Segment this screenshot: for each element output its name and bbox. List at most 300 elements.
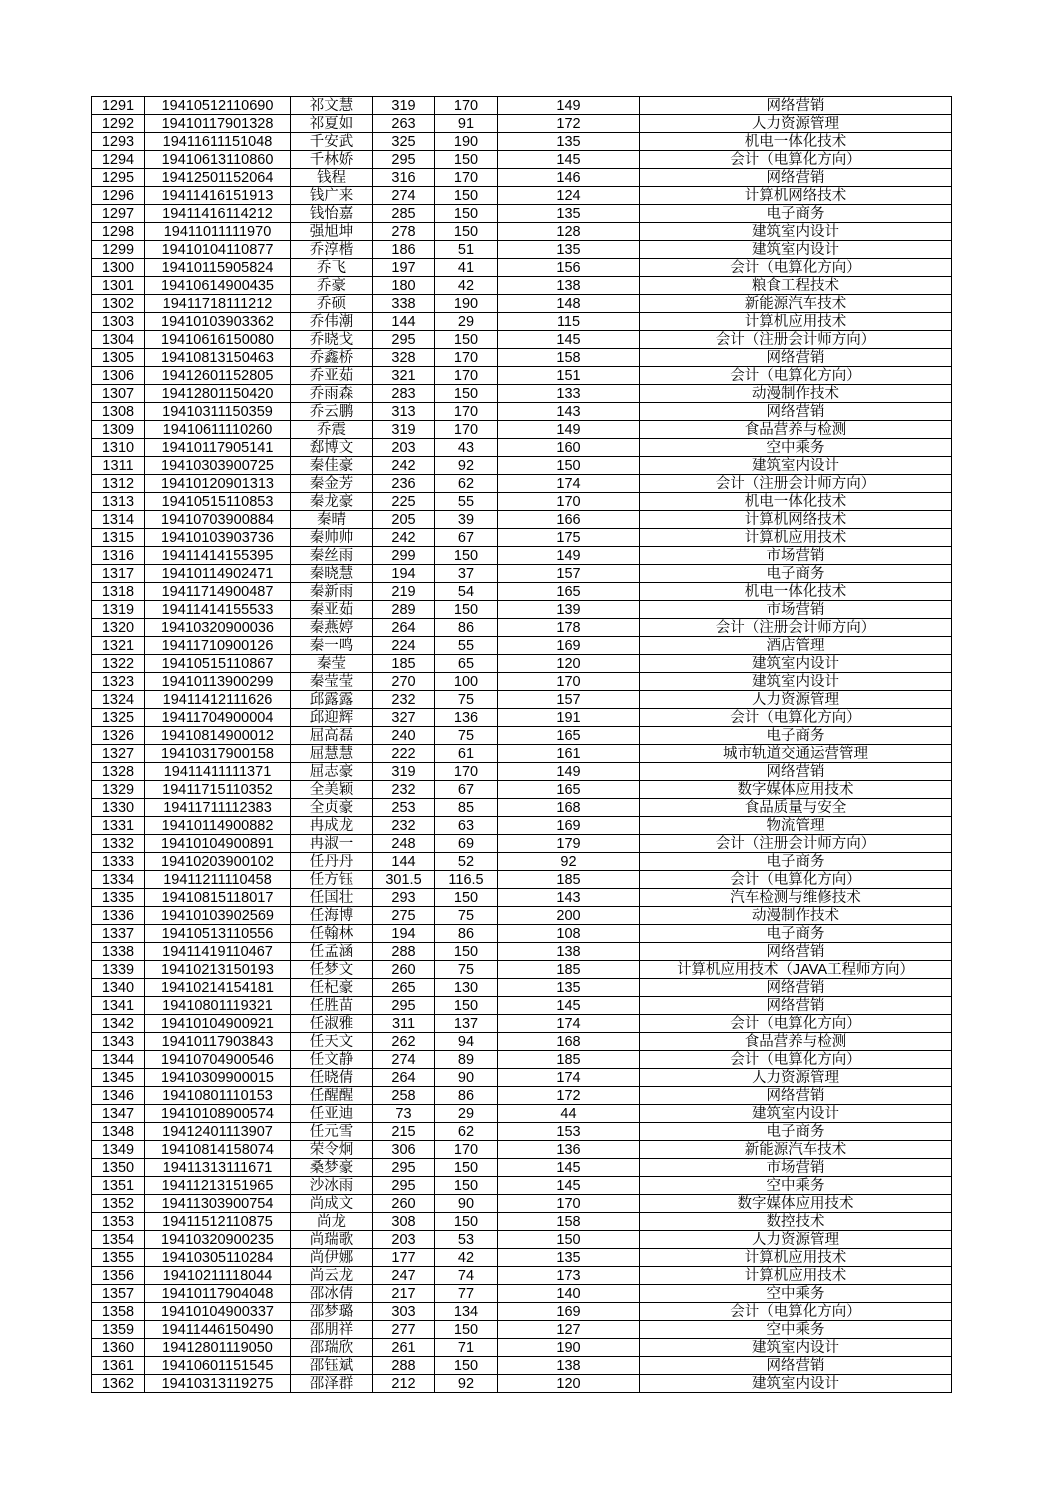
score-b-cell: 128 <box>498 223 640 241</box>
student-name-cell: 乔豪 <box>291 277 373 295</box>
exam-id-cell: 19411412111626 <box>145 691 291 709</box>
score-a-cell: 37 <box>435 565 498 583</box>
row-number-cell: 1338 <box>92 943 145 961</box>
score-b-cell: 145 <box>498 331 640 349</box>
row-number-cell: 1359 <box>92 1321 145 1339</box>
row-number-cell: 1355 <box>92 1249 145 1267</box>
total-score-cell: 308 <box>373 1213 435 1231</box>
student-name-cell: 任方钰 <box>291 871 373 889</box>
student-name-cell: 任天文 <box>291 1033 373 1051</box>
exam-id-cell: 19411011111970 <box>145 223 291 241</box>
score-b-cell: 169 <box>498 1303 640 1321</box>
table-row <box>92 241 952 259</box>
score-a-cell: 150 <box>435 601 498 619</box>
table-row <box>92 187 952 205</box>
total-score-cell: 240 <box>373 727 435 745</box>
row-number-cell: 1346 <box>92 1087 145 1105</box>
row-number-cell: 1339 <box>92 961 145 979</box>
student-name-cell: 秦燕婷 <box>291 619 373 637</box>
table-row <box>92 835 952 853</box>
total-score-cell: 212 <box>373 1375 435 1393</box>
score-a-cell: 86 <box>435 619 498 637</box>
score-b-cell: 174 <box>498 475 640 493</box>
row-number-cell: 1362 <box>92 1375 145 1393</box>
table-row <box>92 655 952 673</box>
table-row <box>92 763 952 781</box>
student-name-cell: 秦丝雨 <box>291 547 373 565</box>
total-score-cell: 222 <box>373 745 435 763</box>
table-row <box>92 133 952 151</box>
row-number-cell: 1305 <box>92 349 145 367</box>
total-score-cell: 248 <box>373 835 435 853</box>
score-a-cell: 41 <box>435 259 498 277</box>
total-score-cell: 215 <box>373 1123 435 1141</box>
score-a-cell: 94 <box>435 1033 498 1051</box>
score-a-cell: 170 <box>435 763 498 781</box>
row-number-cell: 1309 <box>92 421 145 439</box>
total-score-cell: 177 <box>373 1249 435 1267</box>
student-name-cell: 任淑雅 <box>291 1015 373 1033</box>
table-row <box>92 403 952 421</box>
exam-id-cell: 19410114902471 <box>145 565 291 583</box>
major-cell: 会计（电算化方向） <box>640 709 952 727</box>
score-b-cell: 133 <box>498 385 640 403</box>
score-a-cell: 42 <box>435 1249 498 1267</box>
score-b-cell: 185 <box>498 871 640 889</box>
exam-id-cell: 19410320900235 <box>145 1231 291 1249</box>
major-cell: 电子商务 <box>640 925 952 943</box>
major-cell: 会计（电算化方向） <box>640 1015 952 1033</box>
student-name-cell: 秦龙豪 <box>291 493 373 511</box>
major-cell: 新能源汽车技术 <box>640 1141 952 1159</box>
major-cell: 网络营销 <box>640 1087 952 1105</box>
exam-id-cell: 19412601152805 <box>145 367 291 385</box>
student-name-cell: 尚龙 <box>291 1213 373 1231</box>
table-row <box>92 691 952 709</box>
student-name-cell: 邵钰斌 <box>291 1357 373 1375</box>
row-number-cell: 1321 <box>92 637 145 655</box>
major-cell: 人力资源管理 <box>640 1069 952 1087</box>
table-row <box>92 1267 952 1285</box>
row-number-cell: 1298 <box>92 223 145 241</box>
score-a-cell: 62 <box>435 1123 498 1141</box>
student-name-cell: 任丹丹 <box>291 853 373 871</box>
exam-id-cell: 19410104110877 <box>145 241 291 259</box>
total-score-cell: 258 <box>373 1087 435 1105</box>
table-row <box>92 745 952 763</box>
total-score-cell: 232 <box>373 817 435 835</box>
student-name-cell: 秦一鸣 <box>291 637 373 655</box>
table-row <box>92 1015 952 1033</box>
score-b-cell: 124 <box>498 187 640 205</box>
major-cell: 会计（电算化方向） <box>640 871 952 889</box>
student-name-cell: 千林娇 <box>291 151 373 169</box>
exam-id-cell: 19410801110153 <box>145 1087 291 1105</box>
table-row <box>92 817 952 835</box>
score-b-cell: 150 <box>498 1231 640 1249</box>
row-number-cell: 1301 <box>92 277 145 295</box>
score-table <box>91 96 952 1393</box>
score-a-cell: 61 <box>435 745 498 763</box>
score-a-cell: 29 <box>435 1105 498 1123</box>
student-name-cell: 任胜苗 <box>291 997 373 1015</box>
score-b-cell: 158 <box>498 349 640 367</box>
exam-id-cell: 19410317900158 <box>145 745 291 763</box>
score-b-cell: 174 <box>498 1069 640 1087</box>
table-row <box>92 1195 952 1213</box>
score-a-cell: 67 <box>435 529 498 547</box>
total-score-cell: 285 <box>373 205 435 223</box>
row-number-cell: 1347 <box>92 1105 145 1123</box>
score-b-cell: 153 <box>498 1123 640 1141</box>
score-a-cell: 170 <box>435 169 498 187</box>
major-cell: 会计（电算化方向） <box>640 1303 952 1321</box>
row-number-cell: 1300 <box>92 259 145 277</box>
total-score-cell: 197 <box>373 259 435 277</box>
score-a-cell: 170 <box>435 367 498 385</box>
major-cell: 网络营销 <box>640 403 952 421</box>
total-score-cell: 293 <box>373 889 435 907</box>
total-score-cell: 203 <box>373 439 435 457</box>
score-a-cell: 74 <box>435 1267 498 1285</box>
total-score-cell: 144 <box>373 313 435 331</box>
student-name-cell: 乔晓戈 <box>291 331 373 349</box>
table-row <box>92 709 952 727</box>
exam-id-cell: 19410309900015 <box>145 1069 291 1087</box>
score-b-cell: 185 <box>498 1051 640 1069</box>
score-a-cell: 130 <box>435 979 498 997</box>
row-number-cell: 1293 <box>92 133 145 151</box>
row-number-cell: 1345 <box>92 1069 145 1087</box>
score-a-cell: 150 <box>435 385 498 403</box>
exam-id-cell: 19410704900546 <box>145 1051 291 1069</box>
total-score-cell: 295 <box>373 151 435 169</box>
major-cell: 数字媒体应用技术 <box>640 781 952 799</box>
row-number-cell: 1342 <box>92 1015 145 1033</box>
exam-id-cell: 19410103902569 <box>145 907 291 925</box>
total-score-cell: 219 <box>373 583 435 601</box>
major-cell: 新能源汽车技术 <box>640 295 952 313</box>
table-row <box>92 583 952 601</box>
row-number-cell: 1299 <box>92 241 145 259</box>
score-a-cell: 90 <box>435 1069 498 1087</box>
score-a-cell: 150 <box>435 187 498 205</box>
student-name-cell: 乔伟潮 <box>291 313 373 331</box>
exam-id-cell: 19411718111212 <box>145 295 291 313</box>
exam-id-cell: 19410103903736 <box>145 529 291 547</box>
score-a-cell: 89 <box>435 1051 498 1069</box>
row-number-cell: 1350 <box>92 1159 145 1177</box>
major-cell: 物流管理 <box>640 817 952 835</box>
score-b-cell: 149 <box>498 421 640 439</box>
exam-id-cell: 19410104900891 <box>145 835 291 853</box>
exam-id-cell: 19411512110875 <box>145 1213 291 1231</box>
score-b-cell: 157 <box>498 691 640 709</box>
score-b-cell: 165 <box>498 583 640 601</box>
major-cell: 会计（注册会计师方向） <box>640 835 952 853</box>
row-number-cell: 1292 <box>92 115 145 133</box>
major-cell: 酒店管理 <box>640 637 952 655</box>
exam-id-cell: 19411711112383 <box>145 799 291 817</box>
score-a-cell: 100 <box>435 673 498 691</box>
student-name-cell: 全贞豪 <box>291 799 373 817</box>
exam-id-cell: 19410115905824 <box>145 259 291 277</box>
score-b-cell: 149 <box>498 763 640 781</box>
row-number-cell: 1322 <box>92 655 145 673</box>
score-b-cell: 150 <box>498 457 640 475</box>
row-number-cell: 1352 <box>92 1195 145 1213</box>
score-a-cell: 75 <box>435 691 498 709</box>
row-number-cell: 1340 <box>92 979 145 997</box>
exam-id-cell: 19410614900435 <box>145 277 291 295</box>
score-b-cell: 135 <box>498 979 640 997</box>
student-name-cell: 祁文慧 <box>291 97 373 115</box>
table-row <box>92 151 952 169</box>
table-body <box>92 97 952 1393</box>
student-name-cell: 任亚迪 <box>291 1105 373 1123</box>
student-name-cell: 邱迎辉 <box>291 709 373 727</box>
score-a-cell: 75 <box>435 907 498 925</box>
score-a-cell: 53 <box>435 1231 498 1249</box>
score-b-cell: 138 <box>498 277 640 295</box>
student-name-cell: 邵泽群 <box>291 1375 373 1393</box>
score-a-cell: 86 <box>435 1087 498 1105</box>
exam-id-cell: 19410515110853 <box>145 493 291 511</box>
table-row <box>92 439 952 457</box>
total-score-cell: 278 <box>373 223 435 241</box>
row-number-cell: 1327 <box>92 745 145 763</box>
row-number-cell: 1328 <box>92 763 145 781</box>
score-b-cell: 145 <box>498 997 640 1015</box>
exam-id-cell: 19410120901313 <box>145 475 291 493</box>
row-number-cell: 1329 <box>92 781 145 799</box>
total-score-cell: 311 <box>373 1015 435 1033</box>
major-cell: 计算机应用技术 <box>640 313 952 331</box>
score-b-cell: 135 <box>498 1249 640 1267</box>
table-row <box>92 1069 952 1087</box>
score-a-cell: 55 <box>435 493 498 511</box>
row-number-cell: 1330 <box>92 799 145 817</box>
major-cell: 网络营销 <box>640 943 952 961</box>
score-a-cell: 55 <box>435 637 498 655</box>
row-number-cell: 1319 <box>92 601 145 619</box>
table-row <box>92 367 952 385</box>
score-a-cell: 134 <box>435 1303 498 1321</box>
table-row <box>92 1033 952 1051</box>
exam-id-cell: 19412801119050 <box>145 1339 291 1357</box>
table-row <box>92 1285 952 1303</box>
exam-id-cell: 19410104900921 <box>145 1015 291 1033</box>
exam-id-cell: 19410213150193 <box>145 961 291 979</box>
exam-id-cell: 19411416114212 <box>145 205 291 223</box>
score-a-cell: 92 <box>435 1375 498 1393</box>
table-row <box>92 853 952 871</box>
table-row <box>92 619 952 637</box>
major-cell: 空中乘务 <box>640 439 952 457</box>
row-number-cell: 1356 <box>92 1267 145 1285</box>
student-name-cell: 祁夏如 <box>291 115 373 133</box>
table-row <box>92 97 952 115</box>
exam-id-cell: 19410211118044 <box>145 1267 291 1285</box>
exam-id-cell: 19410103903362 <box>145 313 291 331</box>
score-a-cell: 137 <box>435 1015 498 1033</box>
major-cell: 建筑室内设计 <box>640 1339 952 1357</box>
table-row <box>92 205 952 223</box>
row-number-cell: 1341 <box>92 997 145 1015</box>
student-name-cell: 尚伊娜 <box>291 1249 373 1267</box>
exam-id-cell: 19410311150359 <box>145 403 291 421</box>
score-b-cell: 139 <box>498 601 640 619</box>
total-score-cell: 194 <box>373 925 435 943</box>
score-b-cell: 160 <box>498 439 640 457</box>
total-score-cell: 303 <box>373 1303 435 1321</box>
score-b-cell: 157 <box>498 565 640 583</box>
exam-id-cell: 19411213151965 <box>145 1177 291 1195</box>
table-row <box>92 349 952 367</box>
row-number-cell: 1308 <box>92 403 145 421</box>
student-name-cell: 乔震 <box>291 421 373 439</box>
table-row <box>92 799 952 817</box>
major-cell: 会计（注册会计师方向） <box>640 619 952 637</box>
score-b-cell: 166 <box>498 511 640 529</box>
total-score-cell: 319 <box>373 421 435 439</box>
score-a-cell: 63 <box>435 817 498 835</box>
row-number-cell: 1317 <box>92 565 145 583</box>
total-score-cell: 295 <box>373 1159 435 1177</box>
major-cell: 会计（注册会计师方向） <box>640 475 952 493</box>
table-row <box>92 493 952 511</box>
score-a-cell: 150 <box>435 205 498 223</box>
row-number-cell: 1312 <box>92 475 145 493</box>
student-name-cell: 尚成文 <box>291 1195 373 1213</box>
exam-id-cell: 19410303900725 <box>145 457 291 475</box>
student-name-cell: 乔飞 <box>291 259 373 277</box>
total-score-cell: 236 <box>373 475 435 493</box>
total-score-cell: 186 <box>373 241 435 259</box>
exam-id-cell: 19411313111671 <box>145 1159 291 1177</box>
major-cell: 空中乘务 <box>640 1285 952 1303</box>
row-number-cell: 1331 <box>92 817 145 835</box>
score-b-cell: 168 <box>498 1033 640 1051</box>
total-score-cell: 261 <box>373 1339 435 1357</box>
row-number-cell: 1307 <box>92 385 145 403</box>
total-score-cell: 224 <box>373 637 435 655</box>
total-score-cell: 321 <box>373 367 435 385</box>
row-number-cell: 1349 <box>92 1141 145 1159</box>
table-row <box>92 1177 952 1195</box>
total-score-cell: 232 <box>373 781 435 799</box>
exam-id-cell: 19410214154181 <box>145 979 291 997</box>
student-name-cell: 邵朋祥 <box>291 1321 373 1339</box>
student-name-cell: 冉成龙 <box>291 817 373 835</box>
major-cell: 食品质量与安全 <box>640 799 952 817</box>
score-b-cell: 191 <box>498 709 640 727</box>
row-number-cell: 1336 <box>92 907 145 925</box>
score-a-cell: 150 <box>435 547 498 565</box>
row-number-cell: 1360 <box>92 1339 145 1357</box>
major-cell: 人力资源管理 <box>640 691 952 709</box>
score-b-cell: 44 <box>498 1105 640 1123</box>
score-b-cell: 179 <box>498 835 640 853</box>
student-name-cell: 乔硕 <box>291 295 373 313</box>
score-b-cell: 138 <box>498 1357 640 1375</box>
table-row <box>92 331 952 349</box>
student-name-cell: 任海博 <box>291 907 373 925</box>
exam-id-cell: 19412501152064 <box>145 169 291 187</box>
score-a-cell: 190 <box>435 133 498 151</box>
major-cell: 电子商务 <box>640 565 952 583</box>
score-b-cell: 149 <box>498 547 640 565</box>
table-row <box>92 889 952 907</box>
score-a-cell: 150 <box>435 331 498 349</box>
total-score-cell: 274 <box>373 1051 435 1069</box>
table-row <box>92 457 952 475</box>
table-row <box>92 907 952 925</box>
score-b-cell: 145 <box>498 151 640 169</box>
major-cell: 人力资源管理 <box>640 115 952 133</box>
row-number-cell: 1344 <box>92 1051 145 1069</box>
student-name-cell: 强旭坤 <box>291 223 373 241</box>
student-name-cell: 任梦文 <box>291 961 373 979</box>
table-row <box>92 169 952 187</box>
score-a-cell: 62 <box>435 475 498 493</box>
student-name-cell: 冉淑一 <box>291 835 373 853</box>
major-cell: 会计（电算化方向） <box>640 367 952 385</box>
total-score-cell: 263 <box>373 115 435 133</box>
major-cell: 机电一体化技术 <box>640 583 952 601</box>
row-number-cell: 1343 <box>92 1033 145 1051</box>
score-a-cell: 39 <box>435 511 498 529</box>
score-a-cell: 65 <box>435 655 498 673</box>
score-a-cell: 69 <box>435 835 498 853</box>
score-b-cell: 143 <box>498 889 640 907</box>
score-b-cell: 146 <box>498 169 640 187</box>
score-a-cell: 91 <box>435 115 498 133</box>
row-number-cell: 1332 <box>92 835 145 853</box>
total-score-cell: 242 <box>373 457 435 475</box>
row-number-cell: 1334 <box>92 871 145 889</box>
student-name-cell: 邱露露 <box>291 691 373 709</box>
exam-id-cell: 19410703900884 <box>145 511 291 529</box>
total-score-cell: 288 <box>373 943 435 961</box>
score-b-cell: 158 <box>498 1213 640 1231</box>
score-b-cell: 135 <box>498 205 640 223</box>
student-name-cell: 桑梦豪 <box>291 1159 373 1177</box>
score-a-cell: 170 <box>435 403 498 421</box>
table-row <box>92 997 952 1015</box>
student-name-cell: 尚云龙 <box>291 1267 373 1285</box>
total-score-cell: 319 <box>373 763 435 781</box>
major-cell: 动漫制作技术 <box>640 385 952 403</box>
exam-id-cell: 19410313119275 <box>145 1375 291 1393</box>
score-a-cell: 170 <box>435 97 498 115</box>
major-cell: 网络营销 <box>640 349 952 367</box>
table-row <box>92 547 952 565</box>
total-score-cell: 313 <box>373 403 435 421</box>
student-name-cell: 任国壮 <box>291 889 373 907</box>
score-a-cell: 75 <box>435 727 498 745</box>
score-a-cell: 136 <box>435 709 498 727</box>
total-score-cell: 327 <box>373 709 435 727</box>
student-name-cell: 沙冰雨 <box>291 1177 373 1195</box>
total-score-cell: 299 <box>373 547 435 565</box>
student-name-cell: 荣令炯 <box>291 1141 373 1159</box>
student-name-cell: 邵梦璐 <box>291 1303 373 1321</box>
total-score-cell: 295 <box>373 997 435 1015</box>
score-b-cell: 168 <box>498 799 640 817</box>
major-cell: 建筑室内设计 <box>640 655 952 673</box>
student-name-cell: 秦帅帅 <box>291 529 373 547</box>
